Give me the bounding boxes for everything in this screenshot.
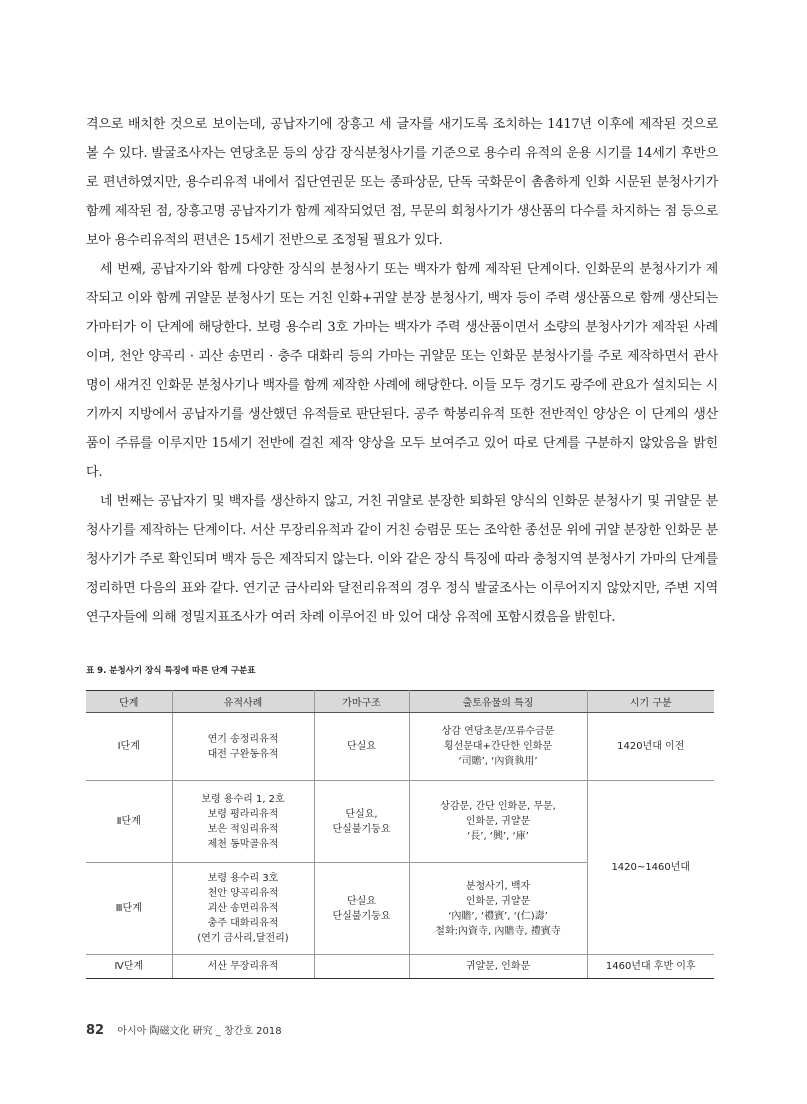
feature-line: ‘長’, ‘興’, ‘庫’ — [467, 831, 529, 842]
period-cell: 1460년대 후반 이후 — [587, 955, 714, 979]
kiln-cell — [314, 863, 409, 955]
page-number: 82 — [86, 1023, 105, 1038]
site-line: 보령 용수리 1, 2호 — [201, 793, 285, 805]
body-text — [86, 110, 718, 632]
site-line: 제천 동막골유적 — [207, 838, 279, 850]
site-line: 보령 평라리유적 — [207, 808, 279, 820]
journal-title: 아시아 陶磁文化 硏究 _ 창간호 2018 — [117, 1026, 282, 1037]
site-line: 보령 용수리 3호 — [207, 873, 279, 884]
site-line: 괴산 송면리유적 — [207, 903, 279, 914]
site-line: 대전 구완동유적 — [207, 748, 279, 760]
stage-cell: Ⅱ단계 — [86, 781, 172, 863]
features-cell — [409, 713, 587, 781]
sites-cell — [172, 863, 314, 955]
table-row — [86, 781, 714, 863]
feature-line: 상감문, 간단 인화문, 무문, — [440, 801, 556, 812]
column-header: 가마구조 — [314, 691, 409, 713]
column-header: 출토유물의 특징 — [409, 691, 587, 713]
features-cell — [409, 781, 587, 863]
feature-line: 인화문, 귀얄문 — [465, 816, 531, 827]
kiln-line: 단실요 — [347, 895, 376, 907]
feature-line: 인화문, 귀얄문 — [465, 895, 531, 907]
paragraph: 세 번째, 공납자기와 함께 다양한 장식의 분청사기 또는 백자가 함께 제작된 단계이다. 인화문의 분청사기가 제작되고 이와 함께 귀얄문 분청사기 또는 거친 인화+귀얄 분장 분청사기, 백자 등이 주력 생산품으로 함께 생산되는 가마터가 이 단계에 해당한다. 보령 용수리 3호 가마는 백자가 주력 생산품이면서 소량의 분청사기가 제작된 사례이며, 천안 양곡리 · 괴산 송면리 · 충주 대화리 등의 가마는 귀얄문 또는 인화문 분청사기를 주로 제작하면서 관사명이 새겨진 인화문 분청사기나 백자를 함께 제작한 사례에 해당한다. 이들 모두 경기도 광주에 관요가 설치되는 시기까지 지방에서 공납자기를 생산했던 유적들로 판단된다. 공주 학봉리유적 또한 전반적인 양상은 이 단계의 생산품이 주류를 이루지만 15세기 전반에 걸친 제작 양상을 모두 보여주고 있어 따로 단계를 구분하지 않았음을 밝힌다. — [86, 262, 718, 480]
sites-cell — [172, 781, 314, 863]
column-header: 단계 — [86, 691, 172, 713]
stage-cell: Ⅲ단계 — [86, 863, 172, 955]
feature-line: 분청사기, 백자 — [465, 880, 531, 892]
stage-cell: Ⅳ단계 — [86, 955, 172, 979]
site-line: (연기 금사리,달전리) — [197, 933, 289, 944]
feature-line: 횡선문대+간단한 인화문 — [443, 741, 553, 752]
kiln-line: 단실요, — [345, 808, 378, 820]
stage-table — [86, 690, 714, 979]
stage-cell: Ⅰ단계 — [86, 713, 172, 781]
site-line: 천안 양곡리유적 — [207, 888, 279, 899]
features-cell: 귀얄문, 인화문 — [409, 955, 587, 979]
column-header: 시기 구분 — [587, 691, 714, 713]
feature-line: 철화:內資寺, 內贍寺, 禮賓寺 — [435, 925, 561, 937]
kiln-cell — [314, 781, 409, 863]
period-cell: 1420~1460년대 — [587, 781, 714, 955]
feature-line: ‘內贍’, ‘禮賓’, ‘(仁)壽’ — [448, 910, 548, 922]
kiln-line: 단실요 — [347, 741, 376, 752]
kiln-line: 단실불기둥요 — [332, 823, 391, 835]
site-line: 연기 송정리유적 — [207, 733, 279, 745]
page-footer — [86, 1022, 282, 1038]
table-caption: 표 9. 분청사기 장식 특징에 따른 단계 구분표 — [86, 666, 256, 676]
sites-cell: 서산 무장리유적 — [172, 955, 314, 979]
paragraph: 격으로 배치한 것으로 보이는데, 공납자기에 장흥고 세 글자를 새기도록 조치하는 1417년 이후에 제작된 것으로 볼 수 있다. 발굴조사자는 연당초문 등의 상감 장식분청사기를 기준으로 용수리 유적의 운용 시기를 14세기 후반으로 편년하였지만, 용수리유적 내에서 집단연권문 또는 종파상문, 단독 국화문이 촘촘하게 인화 시문된 분청사기가 함께 제작된 점, 장흥고명 공납자기가 함께 제작되었던 점, 무문의 회청사기가 생산품의 다수를 차지하는 점 등으로 보아 용수리유적의 편년은 15세기 전반으로 조정될 필요가 있다. — [86, 117, 718, 248]
column-header: 유적사례 — [172, 691, 314, 713]
sites-cell — [172, 713, 314, 781]
site-line: 충주 대화리유적 — [207, 918, 279, 929]
features-cell — [409, 863, 587, 955]
table-row — [86, 713, 714, 781]
kiln-cell — [314, 955, 409, 979]
feature-line: ‘司贍’, ‘內資執用’ — [458, 756, 538, 767]
feature-line: 상감 연당초문/포류수금문 — [441, 726, 555, 737]
kiln-cell — [314, 713, 409, 781]
table-header-row — [86, 691, 714, 713]
table-row — [86, 955, 714, 979]
kiln-line: 단실불기둥요 — [332, 910, 391, 922]
paragraph: 네 번째는 공납자기 및 백자를 생산하지 않고, 거친 귀얄로 분장한 퇴화된 양식의 인화문 분청사기 및 귀얄문 분청사기를 제작하는 단계이다. 서산 무장리유적과 같이 거친 승렴문 또는 조악한 종선문 위에 귀얄 분장한 인화문 분청사기가 주로 확인되며 백자 등은 제작되지 않는다. 이와 같은 장식 특징에 따라 충청지역 분청사기 가마의 단계를 정리하면 다음의 표와 같다. 연기군 금사리와 달전리유적의 경우 정식 발굴조사는 이루어지지 않았지만, 주변 지역 연구자들에 의해 정밀지표조사가 여러 차례 이루어진 바 있어 대상 유적에 포함시켰음을 밝힌다. — [86, 494, 718, 625]
site-line: 보은 적임리유적 — [207, 823, 279, 835]
period-cell: 1420년대 이전 — [587, 713, 714, 781]
